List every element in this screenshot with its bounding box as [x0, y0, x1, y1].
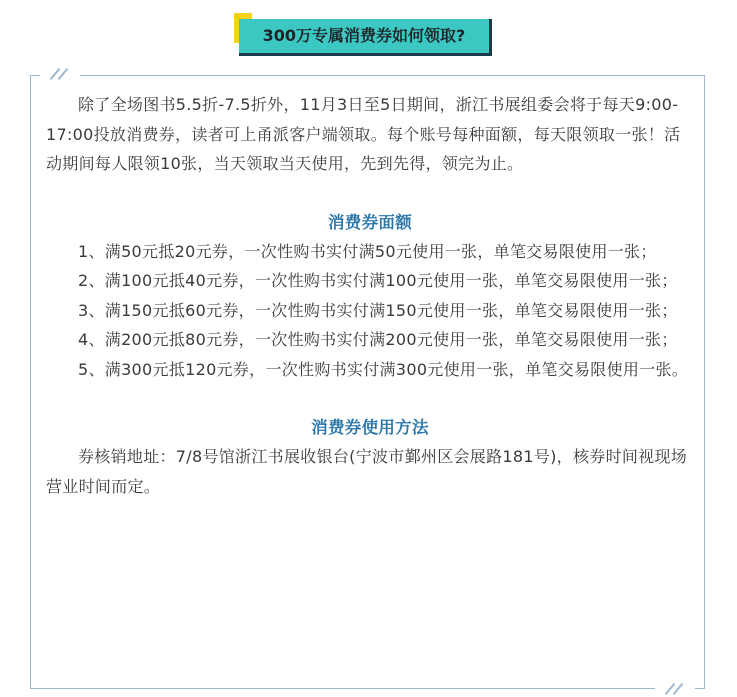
list-item: 2、满100元抵40元券，一次性购书实付满100元使用一张，单笔交易限使用一张；: [78, 271, 678, 290]
card-decoration-bottom-right: [655, 681, 695, 697]
section-title-denominations: 消费券面额: [328, 212, 412, 232]
list-item: 4、满200元抵80元券，一次性购书实付满200元使用一张，单笔交易限使用一张；: [78, 330, 678, 349]
list-item: 5、满300元抵120元券，一次性购书实付满300元使用一张，单笔交易限使用一张。: [78, 359, 689, 379]
list-item: 3、满150元抵60元券，一次性购书实付满150元使用一张，单笔交易限使用一张；: [78, 300, 678, 320]
article-body: [46, 90, 694, 501]
intro-paragraph: 除了全场图书5.5折-7.5折外，11月3日至5日期间，浙江书展组委会将于每天9:00-17:00投放消费券，读者可上甬派客户端领取。每个账号每种面额，每天限领取一张！活动期间每人限领10张，当天领取当天使用，先到先得，领完为止。: [46, 95, 681, 173]
section-title-usage: 消费券使用方法: [311, 418, 429, 437]
card-decoration-top-left: [40, 66, 80, 82]
list-item: 1、满50元抵20元券，一次性购书实付满50元使用一张，单笔交易限使用一张；: [78, 241, 657, 261]
denomination-list: [46, 237, 694, 385]
title-badge: [234, 13, 496, 61]
page-title: 300万专属消费券如何领取?: [239, 19, 492, 56]
usage-paragraph: 券核销地址：7/8号馆浙江书展收银台(宁波市鄞州区会展路181号)，核券时间视现场营业时间而定。: [46, 447, 688, 496]
